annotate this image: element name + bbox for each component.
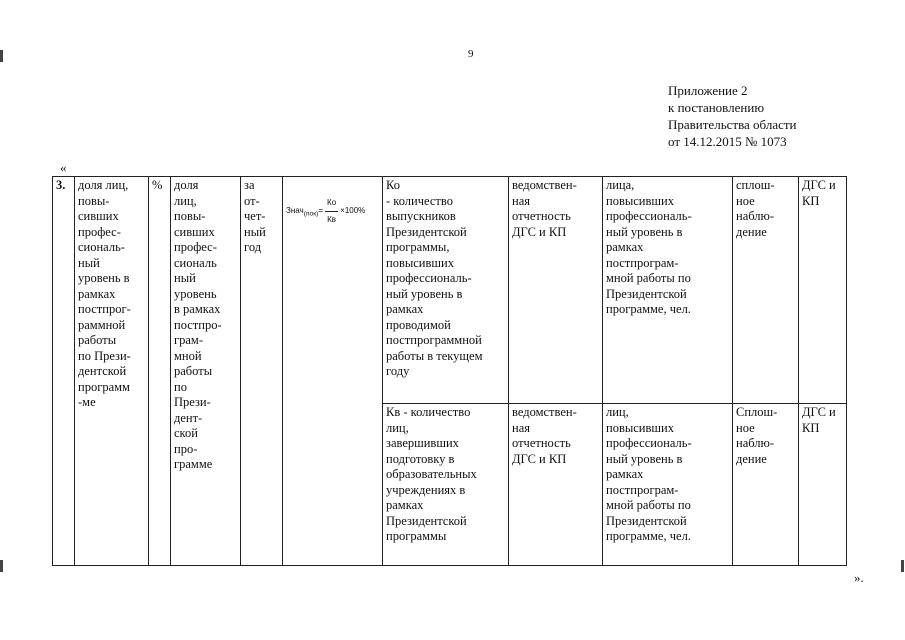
formula-suffix: ×100% <box>340 206 366 216</box>
formula-cell <box>283 177 383 566</box>
appendix-header <box>668 82 797 150</box>
row-number: 3. <box>53 177 75 566</box>
component-method: Сплош- ное наблю- дение <box>733 404 799 566</box>
edge-mark-top <box>0 50 3 62</box>
indicator-name: доля лиц, повы- сивших профес- сиональ- ный уровень в рамках постпрог- раммной работы по Прези- дентской программ -ме <box>75 177 149 566</box>
component-unit: лиц, повысивших профессиональ- ный уровень в рамках постпрограм- мной работы по Президентской программе, чел. <box>603 404 733 566</box>
formula-denominator: Кв <box>327 214 337 224</box>
component-source: ведомствен- ная отчетность ДГС и КП <box>509 404 603 566</box>
component-responsible: ДГС и КП <box>799 404 847 566</box>
component-method: сплош- ное наблю- дение <box>733 177 799 404</box>
appendix-line-4: от 14.12.2015 № 1073 <box>668 134 787 149</box>
page-number: 9 <box>468 48 474 60</box>
appendix-line-2: к постановлению <box>668 100 765 115</box>
appendix-line-1: Приложение 2 <box>668 83 748 98</box>
indicator-table <box>52 176 847 566</box>
component-description: Кв - количество лиц, завершивших подготовку в образовательных учреждениях в рамках Президентской программы <box>383 404 509 566</box>
component-description: Ко - количество выпускников Президентской программы, повысивших профессиональ- ный уровень в рамках проводимой постпрограммной работы в текущем году <box>383 177 509 404</box>
unit-cell: % <box>149 177 171 566</box>
formula-prefix: Знач <box>286 206 304 216</box>
formula-equals: = <box>318 206 324 216</box>
edge-mark-bottom-right <box>901 560 904 572</box>
closing-quote: ». <box>854 570 864 585</box>
period-cell: за от- чет- ный год <box>241 177 283 566</box>
opening-quote: « <box>60 160 67 175</box>
component-source: ведомствен- ная отчетность ДГС и КП <box>509 177 603 404</box>
table-row <box>53 177 847 404</box>
definition-cell: доля лиц, повы- сивших профес- сиональ ный уровень в рамках постпро- грам- мной работы по Прези- дент- ской про- грамме <box>171 177 241 566</box>
component-responsible: ДГС и КП <box>799 177 847 404</box>
formula-subscript: (пок) <box>303 210 319 218</box>
formula-fraction <box>325 195 338 227</box>
formula-numerator: Ко <box>325 195 338 212</box>
component-unit: лица, повысивших профессиональ- ный уровень в рамках постпрограм- мной работы по Президентской программе, чел. <box>603 177 733 404</box>
appendix-line-3: Правительства области <box>668 117 797 132</box>
edge-mark-bottom-left <box>0 560 3 572</box>
